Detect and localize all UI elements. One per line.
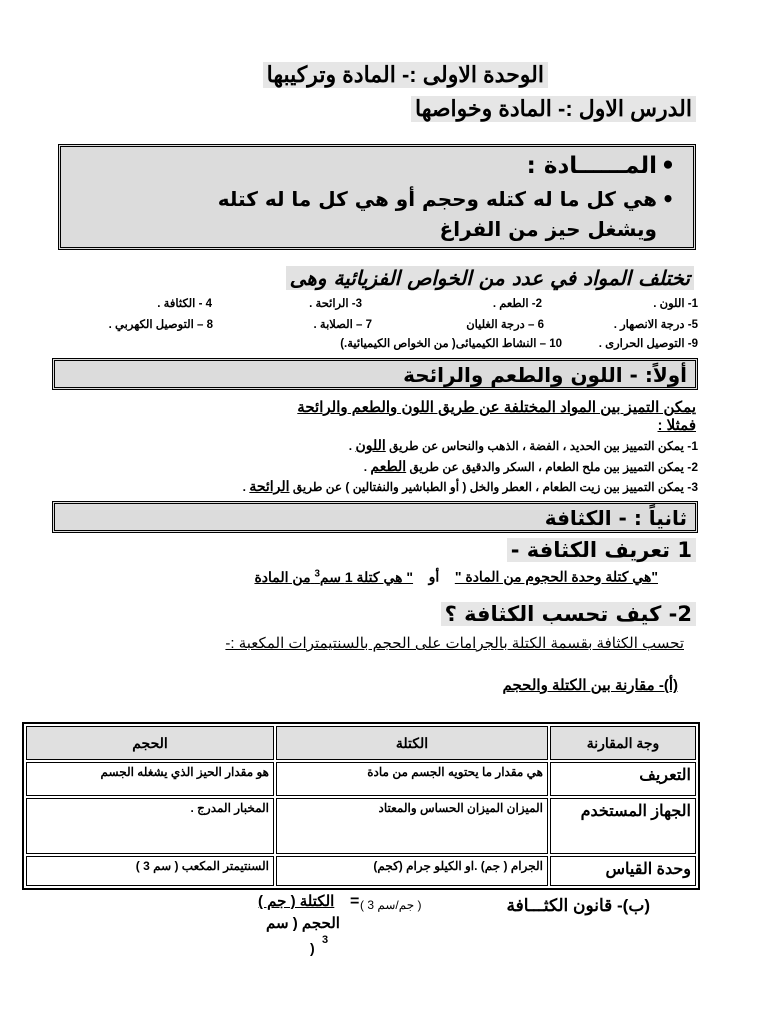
section1-intro: يمكن التميز بين المواد المختلفة عن طريق اللون والطعم والرائحة	[297, 399, 696, 416]
table-row-head: التعريف	[550, 762, 696, 796]
density-law-equals: =	[350, 893, 360, 910]
property-7: 7 – الصلابة .	[313, 319, 372, 331]
section-density	[52, 501, 698, 533]
section-title: ثانياً : - الكثافة	[544, 506, 687, 530]
table-cell: الميزان الميزان الحساس والمعتاد	[276, 798, 548, 854]
density-definition-b-post: من المادة	[254, 568, 311, 585]
density-law-unit: ( جم/سم 3 )	[360, 898, 422, 912]
property-6: 6 – درجة الغليان	[466, 319, 544, 331]
density-definition-a: "هي كتلة وحدة الحجوم من المادة "	[454, 568, 658, 585]
density-law-denominator: الحجم ( سم	[266, 915, 340, 932]
example-item-dot: .	[363, 460, 368, 474]
example-item-2	[364, 458, 698, 475]
example-item-dot: .	[348, 439, 353, 453]
property-8: 8 – التوصيل الكهربي .	[108, 319, 213, 331]
density-law-numerator: الكتلة ( جم )	[258, 893, 335, 910]
property-10: 10 – النشاط الكيميائى( من الخواص الكيميائية.)	[340, 338, 562, 350]
table-row-head: وحدة القياس	[550, 856, 696, 886]
section1-example-label: فمثلا :	[657, 417, 696, 434]
table-cell: هو مقدار الحيز الذي يشغله الجسم	[26, 762, 274, 796]
property-9: 9- التوصيل الحرارى .	[598, 338, 698, 350]
density-definition-or: أو	[428, 568, 440, 585]
density-law-label: (ب)- قانون الكثـــافة	[506, 896, 650, 915]
property-4: 4 - الكثافة .	[157, 298, 212, 310]
table-header-cell: وجة المقارنة	[550, 726, 696, 760]
matter-definition-line2: ويشغل حيز من الفراغ	[439, 217, 657, 241]
table-cell: الجرام ( جم) .او الكيلو جرام (كجم)	[276, 856, 548, 886]
comparison-label: (أ)- مقارنة بين الكتلة والحجم	[502, 677, 678, 694]
density-law-denominator-sup: 3	[322, 934, 329, 946]
property-1: 1- اللون .	[653, 298, 698, 310]
density-law-denominator-close: )	[310, 940, 315, 956]
density-definition-b-sup: 3	[314, 568, 320, 579]
example-item-dot: .	[242, 480, 246, 494]
table-header-row	[26, 726, 696, 760]
matter-definition-text: هي كل ما له كتله وحجم أو هي كل ما له كتله	[217, 187, 657, 211]
example-item-text: 3- يمكن التمييز بين زيت الطعام ، العطر والخل ( أو الطباشير والنفتالين ) عن طريق	[292, 480, 698, 494]
unit-title: الوحدة الاولى :- المادة وتركيبها	[263, 62, 548, 88]
comparison-table	[22, 722, 700, 890]
table-row	[26, 856, 696, 886]
bullet-icon: •	[661, 187, 675, 211]
property-3: 3- الرائحة .	[309, 298, 362, 310]
example-item-text: 2- يمكن التمييز بين ملح الطعام ، السكر والدقيق عن طريق	[409, 460, 698, 474]
table-row-head: الجهاز المستخدم	[550, 798, 696, 854]
property-5: 5- درجة الانصهار .	[613, 319, 698, 331]
matter-heading: المــــــادة :	[526, 153, 657, 179]
density-definition	[254, 568, 658, 586]
table-cell: السنتيمتر المكعب ( سم 3 )	[26, 856, 274, 886]
matter-definition-box	[58, 144, 696, 250]
table-cell: هي مقدار ما يحتويه الجسم من مادة	[276, 762, 548, 796]
density-calc-heading: 2- كيف تحسب الكثافة ؟	[441, 602, 696, 626]
matter-heading-line	[527, 153, 679, 179]
example-item-key: الرائحة	[249, 478, 290, 494]
bullet-icon: •	[660, 153, 676, 179]
lesson-title: الدرس الاول :- المادة وخواصها	[411, 96, 696, 122]
example-item-text: 1- يمكن التمييز بين الحديد ، الفضة ، الذهب والنحاس عن طريق	[389, 439, 698, 453]
section-color-taste-smell	[52, 358, 698, 390]
density-definition-b-pre: " هي كتلة 1 سم	[319, 568, 414, 585]
table-row	[26, 798, 696, 854]
table-header-cell: الحجم	[26, 726, 274, 760]
table-cell: المخبار المدرج .	[26, 798, 274, 854]
example-item-1	[349, 437, 698, 454]
table-header-cell: الكتلة	[276, 726, 548, 760]
table-row	[26, 762, 696, 796]
properties-heading: تختلف المواد في عدد من الخواص الفزيائية وهى	[286, 266, 694, 290]
section-title: أولاً: - اللون والطعم والرائحة	[403, 363, 687, 387]
example-item-3	[243, 478, 698, 495]
property-2: 2- الطعم .	[492, 298, 542, 310]
density-definition-b	[254, 569, 413, 585]
density-definition-heading: 1 تعريف الكثافة -	[507, 538, 696, 562]
density-calc-text: تحسب الكثافة بقسمة الكتلة بالجرامات على الحجم بالسنتيمترات المكعبة :-	[225, 635, 684, 652]
example-item-key: الطعم	[370, 458, 407, 474]
matter-definition-line1	[218, 187, 679, 211]
example-item-key: اللون	[355, 437, 386, 453]
